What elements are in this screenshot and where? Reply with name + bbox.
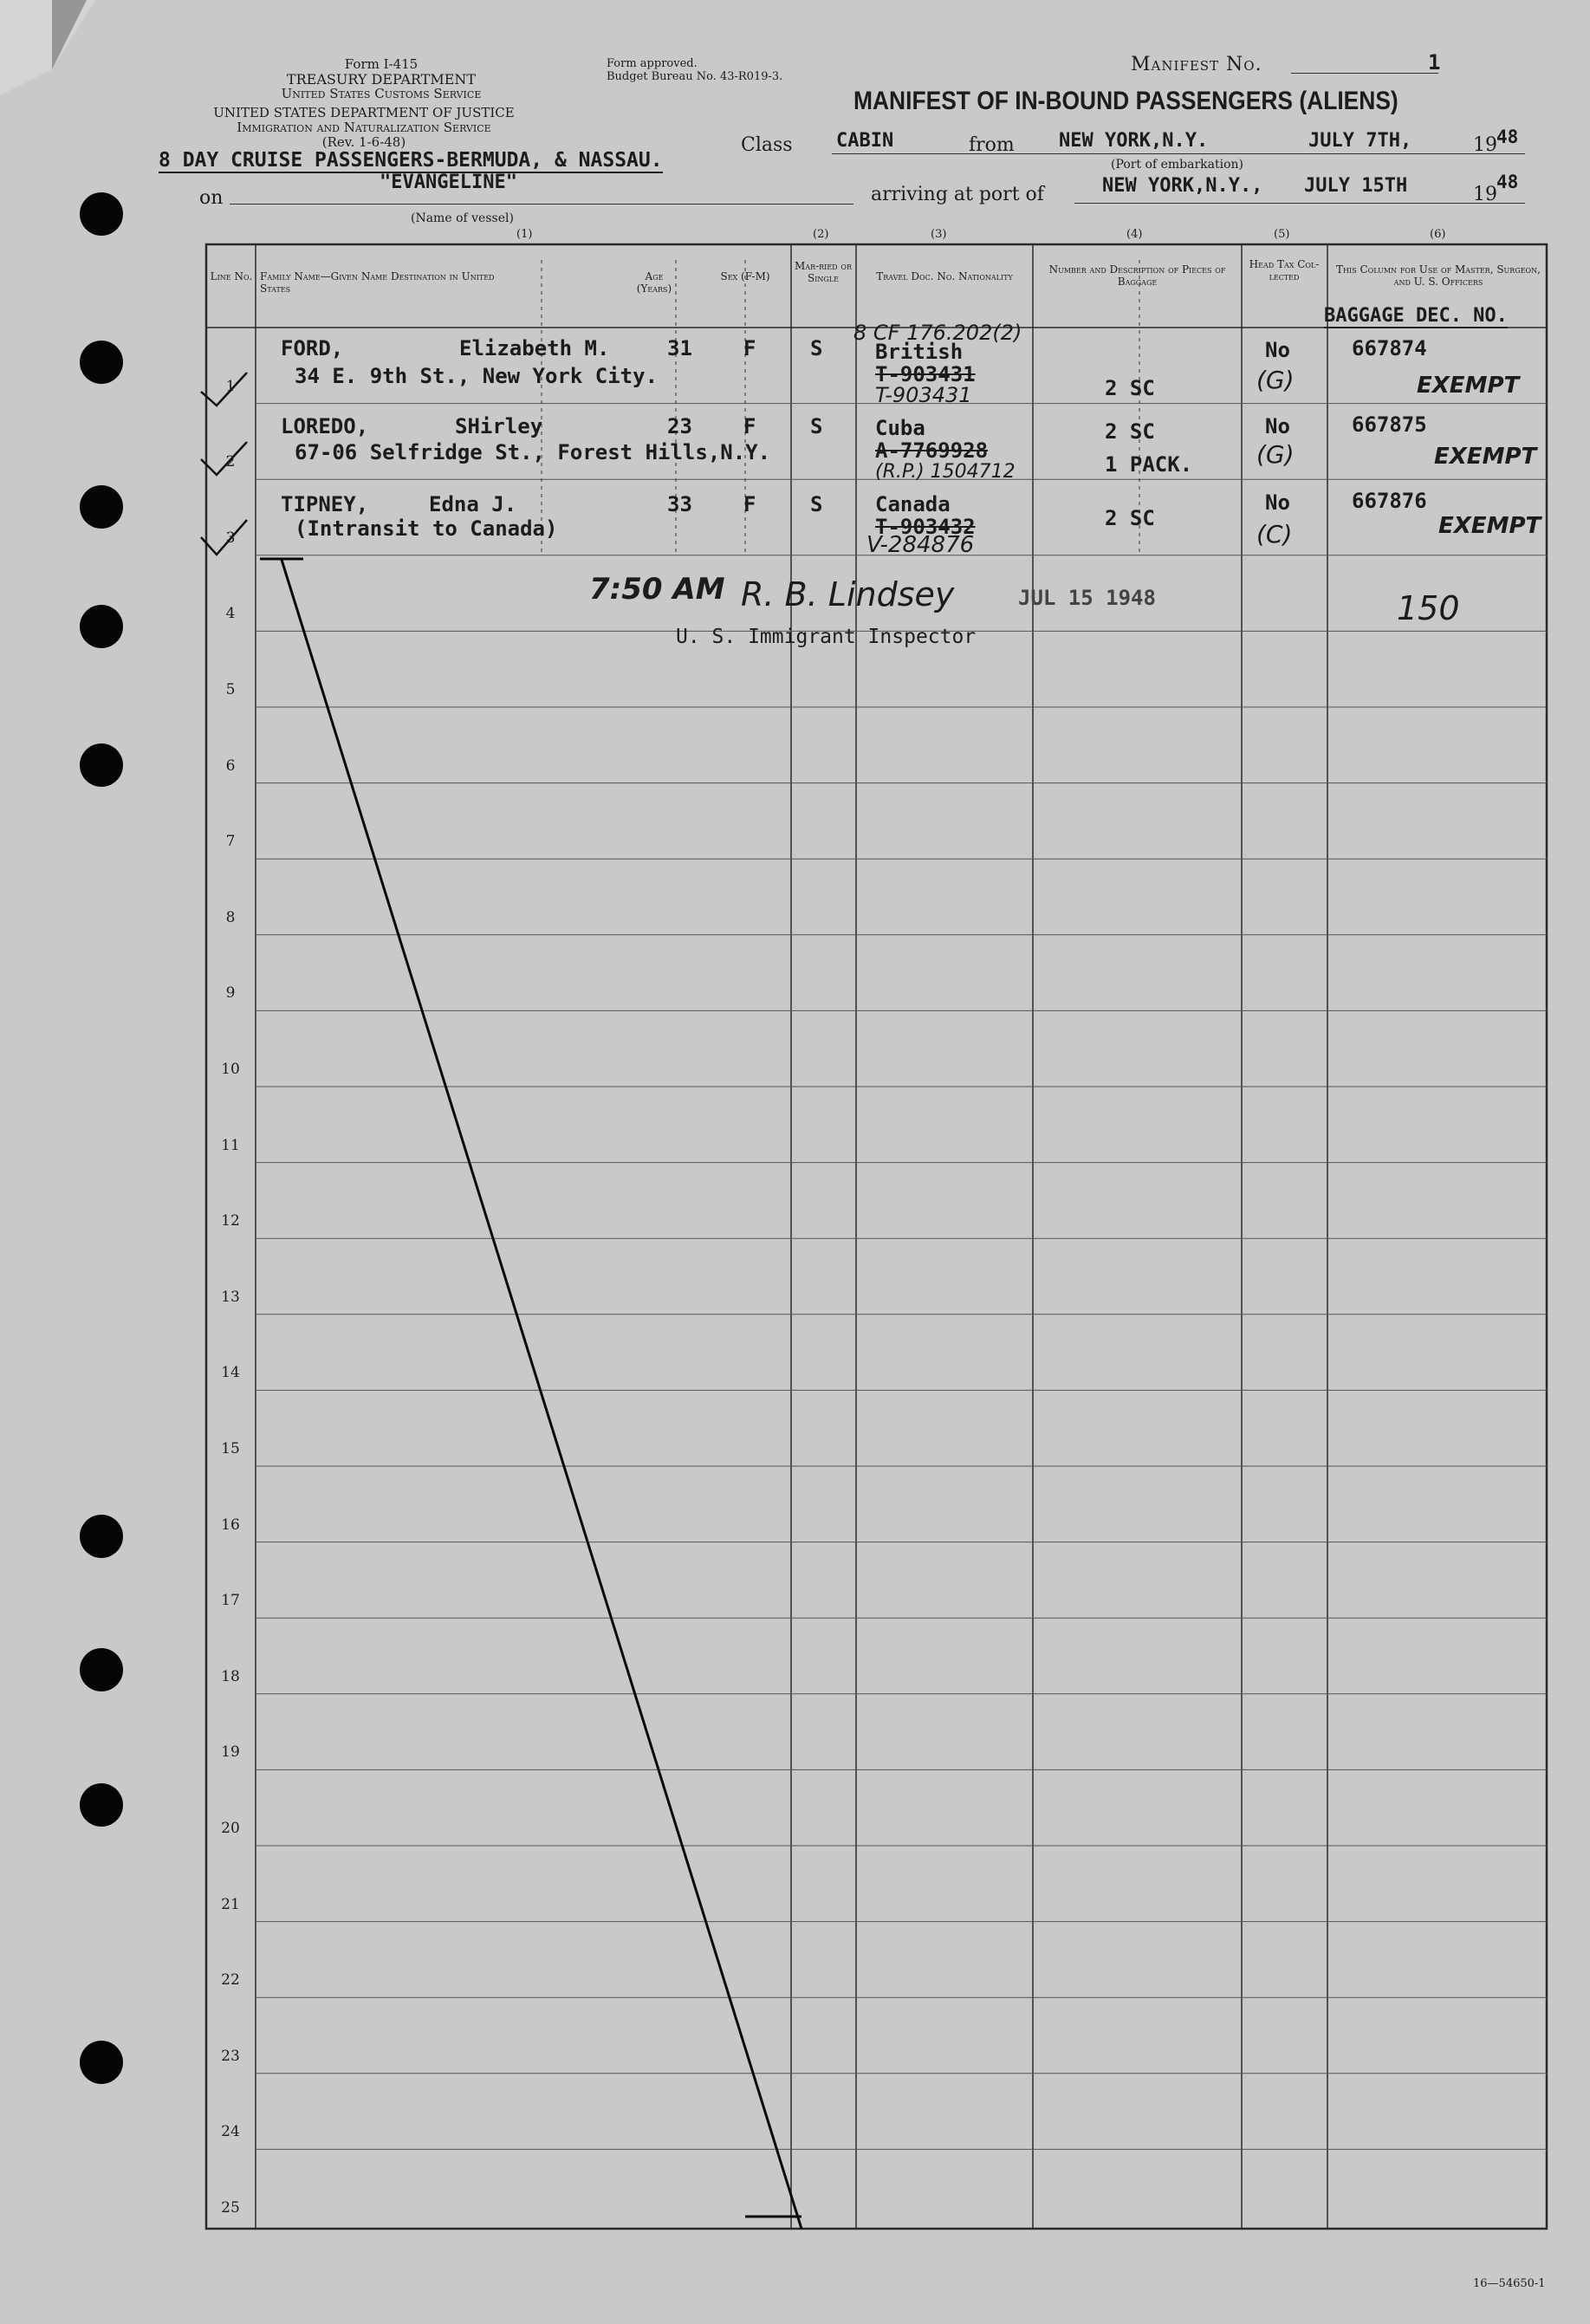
line-number: 19 <box>221 1743 240 1762</box>
head-tax: No <box>1265 338 1290 362</box>
date-stamp: JUL 15 1948 <box>1018 586 1156 610</box>
manifest-label: Manifest No. <box>1131 54 1262 75</box>
passenger-nationality: Canada <box>875 492 951 516</box>
travel-doc-struck: T-903431 <box>875 362 976 386</box>
line-number: 20 <box>221 1820 240 1837</box>
class-value: CABIN <box>836 130 894 152</box>
inspection-time: 7:50 AM <box>589 572 725 607</box>
line-number: 12 <box>221 1212 240 1230</box>
line-number: 7 <box>225 833 236 851</box>
col-num-1: (1) <box>516 228 533 241</box>
passenger-given-name: Elizabeth M. <box>459 336 610 360</box>
line-number: 23 <box>221 2047 240 2065</box>
line-number: 15 <box>221 1440 240 1457</box>
travel-doc-new: V-284876 <box>866 532 975 558</box>
baggage-dec-number: 667874 <box>1352 336 1427 360</box>
ins-service: Immigration and Naturalization Service <box>237 120 491 135</box>
baggage-count: 2 SC <box>1105 506 1155 530</box>
treasury-dept: TREASURY DEPARTMENT <box>286 71 477 88</box>
arriving-label: arriving at port of <box>871 184 1044 205</box>
line-number: 14 <box>221 1364 240 1382</box>
line-number: 13 <box>221 1288 240 1306</box>
line-number: 25 <box>221 2199 240 2217</box>
passenger-sex: F <box>743 492 756 516</box>
exempt-stamp: EXEMPT <box>1438 513 1541 539</box>
footer-code: 16—54650-1 <box>1473 2277 1546 2290</box>
page-title: MANIFEST OF IN-BOUND PASSENGERS (ALIENS) <box>853 87 1399 115</box>
inspector-signature: R. B. Lindsey <box>741 575 955 613</box>
line-number: 11 <box>221 1136 240 1154</box>
baggage-dec-header: BAGGAGE DEC. NO. <box>1324 305 1508 327</box>
vessel-caption: (Name of vessel) <box>411 211 514 225</box>
passenger-given-name: SHirley <box>455 414 543 438</box>
head-tax: No <box>1265 490 1290 515</box>
header-travel-doc: Travel Doc. No. Nationality <box>876 270 1013 282</box>
col-num-2: (2) <box>813 228 829 241</box>
head-tax-note: (G) <box>1256 366 1295 394</box>
line-number: 5 <box>225 681 236 698</box>
line-number: 6 <box>225 756 236 775</box>
from-label: from <box>969 134 1015 156</box>
on-label: on <box>199 187 224 209</box>
form-approved: Form approved. <box>607 57 698 70</box>
passenger-sex: F <box>743 336 756 360</box>
line-number: 1 <box>225 377 236 395</box>
line-number: 22 <box>221 1971 240 1990</box>
passenger-age: 31 <box>667 336 692 360</box>
handwritten-annotation: 8 CF 176.202(2) <box>853 321 1022 345</box>
manifest-number: 1 <box>1428 50 1441 75</box>
header-line-no: Line No. <box>210 270 253 282</box>
passenger-family-name: TIPNEY, <box>281 492 369 516</box>
passenger-destination: (Intransit to Canada) <box>295 516 558 541</box>
header-officers: This Column for Use of Master, Surgeon, and U. S. Officers <box>1336 263 1541 288</box>
passenger-count: 150 <box>1397 589 1460 627</box>
baggage-dec-number: 667876 <box>1352 489 1427 513</box>
from-date: JULY 7TH, <box>1308 130 1412 152</box>
line-number: 4 <box>225 605 236 623</box>
line-number: 3 <box>225 529 236 547</box>
col-num-6: (6) <box>1430 228 1446 241</box>
passenger-nationality: British <box>875 340 964 364</box>
baggage-count: 2 SC <box>1105 376 1155 400</box>
head-tax-note: (C) <box>1256 520 1293 549</box>
from-year: 48 <box>1496 127 1519 147</box>
cruise-title: 8 DAY CRUISE PASSENGERS-BERMUDA, & NASSAU. <box>159 149 663 172</box>
header-head-tax: Head Tax Col-lected <box>1249 258 1320 282</box>
header-name: Family Name—Given Name Destination in United States <box>260 270 495 295</box>
travel-doc-struck: T-903432 <box>875 515 976 539</box>
travel-doc-new: (R.P.) 1504712 <box>875 461 1016 483</box>
page-corner-fold <box>0 0 95 95</box>
passenger-destination: 67-06 Selfridge St., Forest Hills,N.Y. <box>295 440 771 464</box>
line-number: 16 <box>221 1516 240 1534</box>
passenger-age: 23 <box>667 414 692 438</box>
arrival-year-prefix: 19 <box>1473 184 1497 205</box>
travel-doc-new: T-903431 <box>875 383 972 407</box>
line-number: 9 <box>225 984 236 1003</box>
col-num-4: (4) <box>1126 228 1143 241</box>
head-tax-note: (G) <box>1256 440 1295 469</box>
cancel-line <box>260 559 801 2229</box>
line-number: 24 <box>221 2123 240 2141</box>
dept-justice: UNITED STATES DEPARTMENT OF JUSTICE <box>213 105 515 120</box>
arrival-year: 48 <box>1496 172 1519 192</box>
header-baggage: Number and Description of Pieces of Baggage <box>1048 263 1226 288</box>
col-num-5: (5) <box>1274 228 1290 241</box>
port-embark-caption: (Port of embarkation) <box>1111 158 1243 172</box>
line-number: 8 <box>225 908 236 926</box>
class-label: Class <box>741 134 793 156</box>
passenger-age: 33 <box>667 492 692 516</box>
line-number: 2 <box>225 453 236 471</box>
from-port: NEW YORK,N.Y. <box>1059 130 1209 152</box>
travel-doc-struck: A-7769928 <box>875 438 989 463</box>
passenger-marital: S <box>810 336 823 360</box>
year-prefix: 19 <box>1473 134 1497 156</box>
exempt-stamp: EXEMPT <box>1417 373 1520 399</box>
passenger-destination: 34 E. 9th St., New York City. <box>295 364 659 388</box>
line-number: 18 <box>221 1667 240 1685</box>
col-num-3: (3) <box>931 228 947 241</box>
passenger-family-name: LOREDO, <box>281 414 369 438</box>
revision: (Rev. 1-6-48) <box>321 134 406 150</box>
vessel-name: "EVANGELINE" <box>380 172 517 193</box>
passenger-family-name: FORD, <box>281 336 344 360</box>
line-number: 10 <box>221 1061 240 1078</box>
passenger-given-name: Edna J. <box>429 492 517 516</box>
passenger-marital: S <box>810 414 823 438</box>
passenger-nationality: Cuba <box>875 416 925 440</box>
baggage-count: 2 SC <box>1105 419 1155 444</box>
exempt-stamp: EXEMPT <box>1434 444 1537 470</box>
customs-service: United States Customs Service <box>281 86 482 101</box>
inspector-title: U. S. Immigrant Inspector <box>676 626 977 648</box>
head-tax: No <box>1265 414 1290 438</box>
passenger-sex: F <box>743 414 756 438</box>
budget-bureau: Budget Bureau No. 43-R019-3. <box>607 70 783 83</box>
passenger-marital: S <box>810 492 823 516</box>
form-number: Form I-415 <box>344 56 419 72</box>
arrival-port: NEW YORK,N.Y., <box>1102 175 1263 197</box>
header-married: Mar-ried or Single <box>795 260 852 284</box>
arrival-date: JULY 15TH <box>1304 175 1408 197</box>
line-number: 17 <box>221 1592 240 1610</box>
header-age: Age (Years) <box>636 270 672 295</box>
line-number: 21 <box>221 1895 240 1913</box>
baggage-count: 1 PACK. <box>1105 452 1193 477</box>
header-sex: Sex (F-M) <box>720 270 770 282</box>
baggage-dec-number: 667875 <box>1352 412 1427 437</box>
